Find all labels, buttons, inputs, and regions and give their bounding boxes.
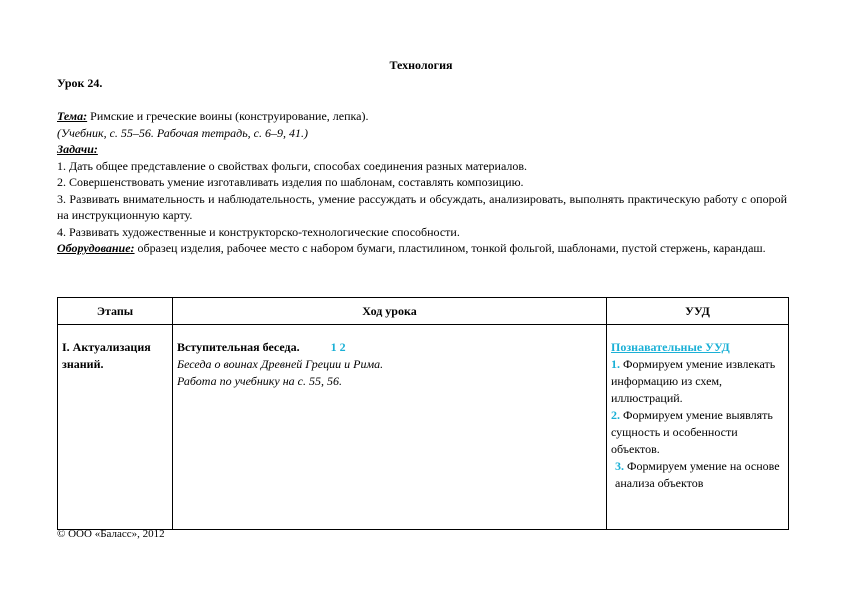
uud-item-text: Формируем умение выявлять сущность и особенности объектов.	[611, 408, 773, 456]
stage-cell	[58, 325, 173, 530]
uud-item	[611, 458, 784, 492]
stage-name: I. Актуализация знаний.	[62, 340, 151, 371]
uud-item	[611, 356, 784, 407]
course-line: Работа по учебнику на с. 55, 56.	[177, 374, 342, 388]
slide-references: 1 2	[330, 340, 346, 354]
column-header-uud: УУД	[607, 298, 789, 325]
course-heading	[177, 339, 602, 356]
tasks-label: Задачи:	[57, 142, 98, 156]
uud-item-text: Формируем умение на основе анализа объектов	[615, 459, 780, 490]
uud-item-number: 2.	[611, 408, 620, 422]
equipment-text: образец изделия, рабочее место с набором бумаги, пластилином, тонкой фольгой, шаблонами, пустой стержень, карандаш.	[134, 241, 766, 255]
lesson-intro	[57, 108, 787, 257]
uud-item	[611, 407, 784, 458]
course-title: Вступительная беседа.	[177, 340, 300, 354]
column-header-stages: Этапы	[58, 298, 173, 325]
uud-item-text: Формируем умение извлекать информацию из схем, иллюстраций.	[611, 357, 776, 405]
lesson-number: Урок 24.	[57, 76, 103, 90]
task-item: 3. Развивать внимательность и наблюдательность, умение рассуждать и обсуждать, анализировать, выполнять практическую работу с опорой на инструкционную карту.	[57, 191, 787, 222]
topic-line	[57, 108, 787, 125]
equipment-line	[57, 240, 787, 257]
task-item: 1. Дать общее представление о свойствах фольги, способах соединения разных материалов.	[57, 158, 528, 173]
uud-title: Познавательные УУД	[611, 340, 730, 354]
tasks-heading	[57, 141, 787, 158]
equipment-label: Оборудование:	[57, 241, 135, 255]
subject-title: Технология	[389, 58, 453, 72]
copyright-footer: © ООО «Баласс», 2012	[57, 528, 165, 540]
lesson-table	[57, 297, 789, 530]
course-cell	[173, 325, 607, 530]
topic-label: Тема:	[57, 109, 88, 123]
task-item: 4. Развивать художественные и конструкторско-технологические способности.	[57, 224, 460, 239]
uud-cell	[607, 325, 789, 530]
course-line: Беседа о воинах Древней Греции и Рима.	[177, 357, 384, 371]
uud-item-number: 1.	[611, 357, 620, 371]
table-row	[58, 325, 789, 530]
references-line: (Учебник, с. 55–56. Рабочая тетрадь, с. 6–9, 41.)	[57, 125, 308, 140]
uud-item-number: 3.	[615, 459, 624, 473]
table-header-row	[58, 298, 789, 325]
topic-text: Римские и греческие воины (конструирование, лепка).	[87, 109, 369, 123]
column-header-course: Ход урока	[173, 298, 607, 325]
task-item: 2. Совершенствовать умение изготавливать изделия по шаблонам, составлять композицию.	[57, 175, 524, 189]
